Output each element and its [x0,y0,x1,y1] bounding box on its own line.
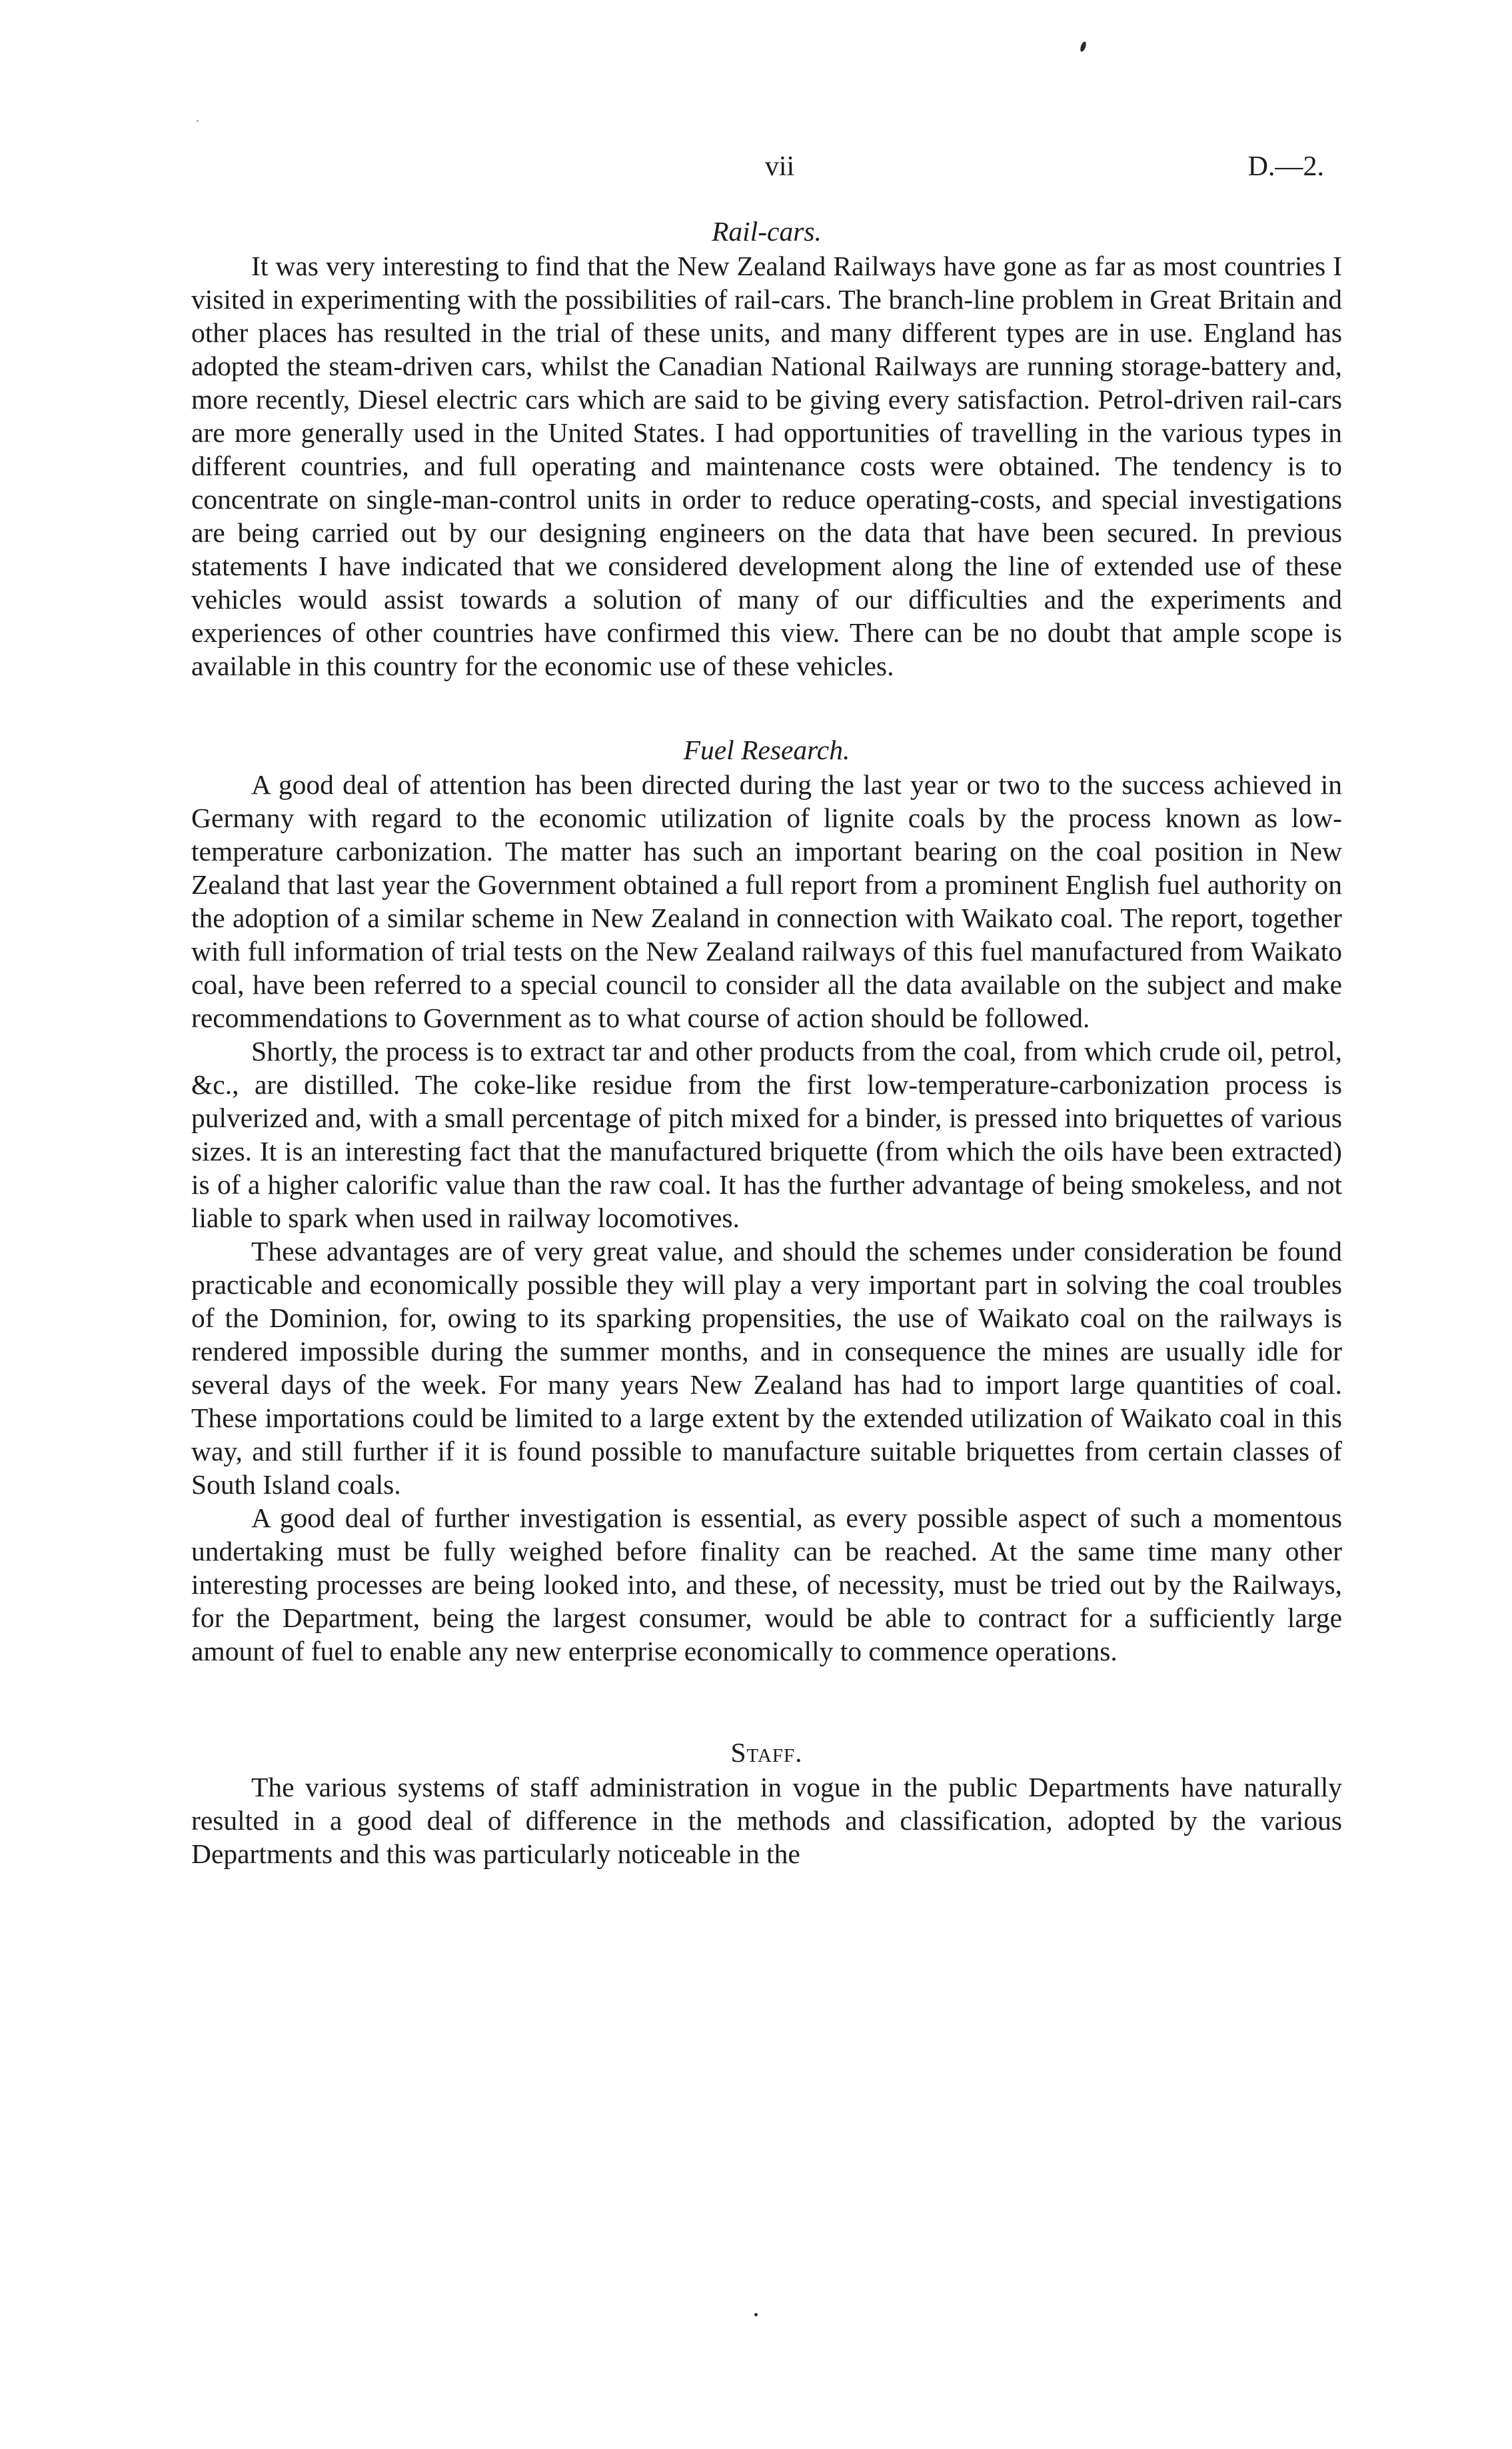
paragraph: It was very interesting to find that the New Zealand Railways have gone as far as most countries I visited in experimenting with the possibilities of rail-cars. The branch-line problem in Great Britain and other places has resulted in the trial of these units, and many different types are in use. England has adopted the steam-driven cars, whilst the Canadian National Railways are running storage-battery and, more recently, Diesel electric cars which are said to be giving every satisfaction. Petrol-driven rail-cars are more generally used in the United States. I had opportunities of travelling in the various types in different countries, and full operating and maintenance costs were obtained. The tendency is to concentrate on single-man-control units in order to reduce operating-costs, and special investigations are being carried out by our designing engineers on the data that have been secured. In previous statements I have indicated that we considered development along the line of extended use of these vehicles would assist towards a solution of many of our difficulties and the experiments and experiences of other countries have confirmed this view. There can be no doubt that ample scope is available in this country for the economic use of these vehicles. [191,251,1342,681]
staff-section [191,1736,1342,1870]
paragraph: The various systems of staff administration in vogue in the public Departments have naturally resulted in a good deal of difference in the methods and classification, adopted by the various Departments and this was particularly noticeable in the [191,1772,1342,1869]
scan-speck [754,2313,758,2316]
section-heading-staff: Staff. [730,1737,803,1768]
paragraph: A good deal of attention has been directed during the last year or two to the success achieved in Germany with regard to the economic utilization of lignite coals by the process known as low-temperature carbonization. The matter has such an important bearing on the coal position in New Zealand that last year the Government obtained a full report from a prominent English fuel authority on the adoption of a similar scheme in New Zealand in connection with Waikato coal. The report, together with full information of trial tests on the New Zealand railways of this fuel manufactured from Waikato coal, have been referred to a special council to consider all the data available on the subject and make recommendations to Government as to what course of action should be followed. [191,769,1342,1033]
body-text [191,215,1342,1870]
document-reference: D.—2. [1247,151,1324,182]
paragraph: Shortly, the process is to extract tar and other products from the coal, from which crude oil, petrol, &c., are distilled. The coke-like residue from the first low-temperature-carbonization process is pulverized and, with a small percentage of pitch mixed for a binder, is pressed into briquettes of various sizes. It is an interesting fact that the manufactured briquette (from which the oils have been extracted) is of a higher calorific value than the raw coal. It has the further advantage of being smokeless, and not liable to spark when used in railway locomotives. [191,1036,1342,1233]
section-heading-fuel-research: Fuel Research. [683,735,850,765]
paragraph: These advantages are of very great value, and should the schemes under consideration be found practicable and economically possible they will play a very important part in solving the coal troubles of the Dominion, for, owing to its sparking propensities, the use of Waikato coal on the railways is rendered impossible during the summer months, and in consequence the mines are usually idle for several days of the week. For many years New Zealand has had to import large quantities of coal. These importations could be limited to a large extent by the extended utilization of Waikato coal in this way, and still further if it is found possible to manufacture suitable briquettes from certain classes of South Island coals. [191,1236,1342,1500]
section-heading-rail-cars: Rail-cars. [712,216,822,247]
page-number: vii [764,151,795,182]
scan-speck [197,120,199,122]
rail-cars-section [191,215,1342,683]
fuel-research-section [191,733,1342,1668]
scan-speck [1079,41,1087,52]
paragraph: A good deal of further investigation is essential, as every possible aspect of such a momentous undertaking must be fully weighed before finality can be reached. At the same time many other interesting processes are being looked into, and these, of necessity, must be tried out by the Railways, for the Department, being the largest consumer, would be able to contract for a sufficiently large amount of fuel to enable any new enterprise economically to commence operations. [191,1502,1342,1666]
